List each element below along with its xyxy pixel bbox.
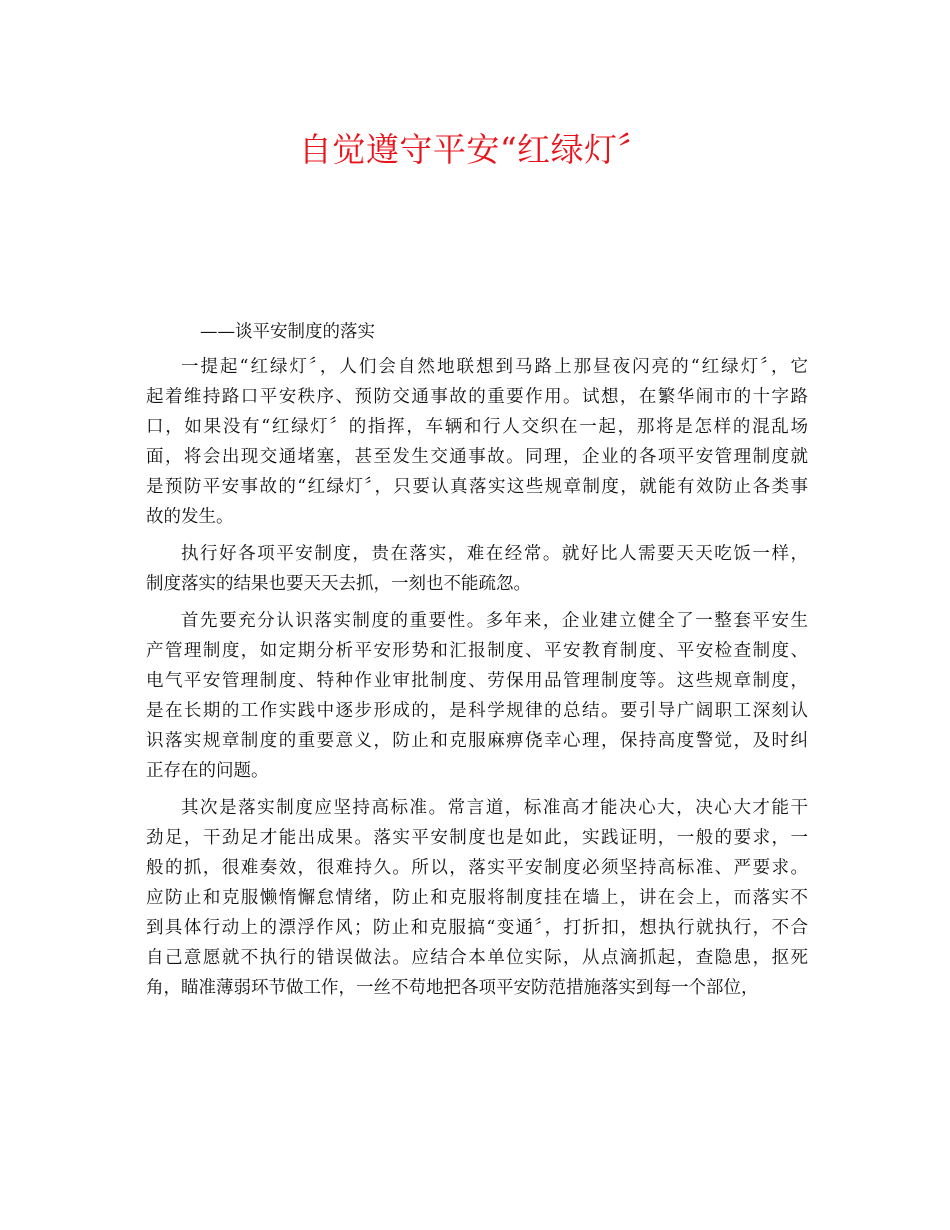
paragraph-line: 电气平安管理制度、特种作业审批制度、劳保用品管理制度等。这些规章制度， (146, 671, 808, 691)
paragraph-line: 是预防平安事故的“红绿灯〞，只要认真落实这些规章制度，就能有效防止各类事 (146, 477, 808, 497)
paragraph-line: 首先要充分认识落实制度的重要性。多年来，企业建立健全了一整套平安生 (181, 611, 808, 631)
paragraph (146, 539, 808, 599)
paragraph-line: 起着维持路口平安秩序、预防交通事故的重要作用。试想，在繁华闹市的十字路 (146, 387, 808, 407)
paragraph-line: 制度落实的结果也要天天去抓，一刻也不能疏忽。 (146, 574, 531, 594)
paragraph-line: 识落实规章制度的重要意义，防止和克服麻痹侥幸心理，保持高度警觉，及时纠 (146, 731, 808, 751)
paragraph-line: 其次是落实制度应坚持高标准。常言道，标准高才能决心大，决心大才能干 (181, 798, 808, 818)
paragraph-line: 到具体行动上的漂浮作风；防止和克服搞“变通〞，打折扣，想执行就执行，不合 (146, 918, 808, 938)
paragraph-line: 口，如果没有“红绿灯〞的指挥，车辆和行人交织在一起，那将是怎样的混乱场 (146, 417, 808, 437)
paragraph-line: 故的发生。 (146, 507, 234, 527)
paragraph-gap (146, 532, 808, 539)
paragraph-line: 是在长期的工作实践中逐步形成的，是科学规律的总结。要引导广阔职工深刻认 (146, 701, 808, 721)
paragraph-line: 角，瞄准薄弱环节做工作，一丝不苟地把各项平安防范措施落实到每一个部位， (146, 978, 759, 998)
document-subtitle: ——谈平安制度的落实 (200, 322, 375, 342)
paragraph-line: 劲足，干劲足才能出成果。落实平安制度也是如此，实践证明，一般的要求，一 (146, 828, 808, 848)
paragraph-line: 执行好各项平安制度，贵在落实，难在经常。就好比人需要天天吃饭一样， (181, 544, 808, 564)
paragraph-gap (146, 786, 808, 793)
paragraph-line: 产管理制度，如定期分析平安形势和汇报制度、平安教育制度、平安检查制度、 (146, 641, 808, 661)
paragraph-line: 面，将会出现交通堵塞，甚至发生交通事故。同理，企业的各项平安管理制度就 (146, 447, 808, 467)
paragraph-line: 正存在的问题。 (146, 761, 269, 781)
paragraph (146, 606, 808, 786)
document-body (146, 352, 808, 1003)
document-title: 自觉遵守平安“红绿灯〞 (298, 130, 652, 169)
paragraph-gap (146, 599, 808, 606)
paragraph-line: 应防止和克服懒惰懈怠情绪，防止和克服将制度挂在墙上，讲在会上，而落实不 (146, 888, 808, 908)
paragraph-line: 一提起“红绿灯〞，人们会自然地联想到马路上那昼夜闪亮的“红绿灯〞，它 (181, 357, 808, 377)
paragraph (146, 352, 808, 532)
paragraph (146, 793, 808, 1003)
paragraph-line: 般的抓，很难奏效，很难持久。所以，落实平安制度必须坚持高标准、严要求。 (146, 858, 808, 878)
paragraph-line: 自己意愿就不执行的错误做法。应结合本单位实际，从点滴抓起，查隐患，抠死 (146, 948, 808, 968)
